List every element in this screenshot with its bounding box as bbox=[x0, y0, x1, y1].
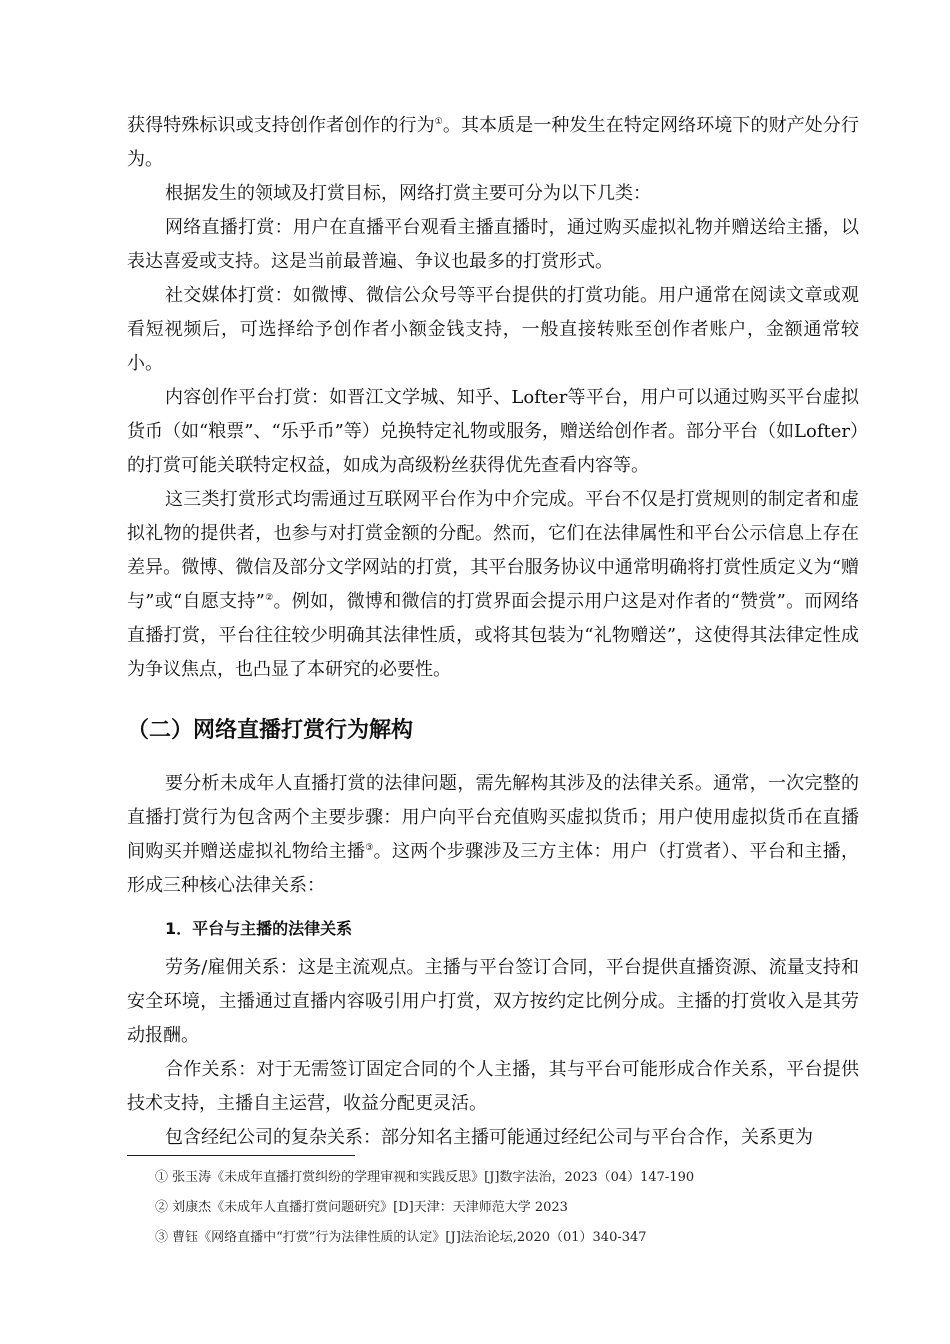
footnote-marker: ② bbox=[264, 593, 274, 603]
paragraph bbox=[127, 1053, 859, 1121]
paragraph-text: 要分析未成年人直播打赏的法律问题，需先解构其涉及的法律关系。通常，一次完整的直播打赏行为包含两个主要步骤：用户向平台充值购买虚拟货币；用户使用虚拟货币在直播间购买并赠送虚拟礼物给主播 bbox=[127, 773, 859, 862]
paragraph-text-continued: 。例如，微博和微信的打赏界面会提示用户这是对作者的“赞赏”。而网络直播打赏，平台往往较少明确其法律性质，或将其包装为“礼物赠送”，这使得其法律定性成为争议焦点，也凸显了本研究的必要性。 bbox=[127, 591, 859, 680]
paragraph-text: 网络直播打赏：用户在直播平台观看主播直播时，通过购买虚拟礼物并赠送给主播，以表达喜爱或支持。这是当前最普遍、争议也最多的打赏形式。 bbox=[127, 217, 859, 272]
paragraph-text: 包含经纪公司的复杂关系：部分知名主播可能通过经纪公司与平台合作，关系更为 bbox=[165, 1127, 813, 1148]
paragraph-text: 社交媒体打赏：如微博、微信公众号等平台提供的打赏功能。用户通常在阅读文章或观看短视频后，可选择给予创作者小额金钱支持，一般直接转账至创作者账户，金额通常较小。 bbox=[127, 285, 859, 374]
paragraph-text: 内容创作平台打赏：如晋江文学城、知乎、Lofter等平台，用户可以通过购买平台虚拟货币（如“粮票”、“乐乎币”等）兑换特定礼物或服务，赠送给创作者。部分平台（如Lofter）的打赏可能关联特定权益，如成为高级粉丝获得优先查看内容等。 bbox=[127, 387, 859, 476]
footnote: ③ 曹钰《网络直播中“打赏”行为法律性质的认定》[J]法治论坛,2020（01）340-347 bbox=[155, 1230, 647, 1245]
footnotes bbox=[155, 1163, 855, 1253]
paragraph bbox=[127, 109, 859, 177]
paragraph-text-continued: 。其本质是一种发生在特定网络环境下的财产处分行为。 bbox=[127, 115, 859, 170]
sub-heading: 1．平台与主播的法律关系 bbox=[165, 919, 353, 938]
paragraph bbox=[127, 483, 859, 687]
paragraph-text: 合作关系：对于无需签订固定合同的个人主播，其与平台可能形成合作关系，平台提供技术支持，主播自主运营，收益分配更灵活。 bbox=[127, 1059, 859, 1114]
paragraphs-mid bbox=[127, 767, 859, 903]
footnote-marker: ① bbox=[434, 117, 443, 127]
body-text bbox=[127, 109, 859, 1155]
paragraph-text: 根据发生的领域及打赏目标，网络打赏主要可分为以下几类： bbox=[165, 183, 651, 204]
footnote: ② 刘康杰《未成年人直播打赏问题研究》[D]天津：天津师范大学 2023 bbox=[155, 1200, 568, 1215]
paragraphs-top bbox=[127, 109, 859, 687]
footnote-marker: ③ bbox=[365, 843, 374, 853]
section-heading: （二）网络直播打赏行为解构 bbox=[127, 718, 414, 743]
paragraph-text: 获得特殊标识或支持创作者创作的行为 bbox=[127, 115, 435, 136]
footnote-separator bbox=[127, 1155, 355, 1156]
paragraph bbox=[127, 381, 859, 483]
paragraphs-bottom bbox=[127, 951, 859, 1155]
paragraph bbox=[127, 279, 859, 381]
paragraph bbox=[127, 767, 859, 903]
paragraph-text-continued: 。这两个步骤涉及三方主体：用户（打赏者）、平台和主播，形成三种核心法律关系： bbox=[127, 841, 860, 896]
paragraph-text: 这三类打赏形式均需通过互联网平台作为中介完成。平台不仅是打赏规则的制定者和虚拟礼物的提供者，也参与对打赏金额的分配。然而，它们在法律属性和平台公示信息上存在差异。微博、微信及部分文学网站的打赏，其平台服务协议中通常明确将打赏性质定义为“赠与”或“自愿支持” bbox=[127, 489, 859, 612]
paragraph bbox=[127, 951, 859, 1053]
paragraph bbox=[127, 1121, 859, 1155]
paragraph-text: 劳务/雇佣关系：这是主流观点。主播与平台签订合同，平台提供直播资源、流量支持和安全环境，主播通过直播内容吸引用户打赏，双方按约定比例分成。主播的打赏收入是其劳动报酬。 bbox=[127, 957, 859, 1046]
paragraph bbox=[127, 211, 859, 279]
footnote: ① 张玉涛《未成年直播打赏纠纷的学理审视和实践反思》[J]数字法治，2023（04）147-190 bbox=[155, 1170, 695, 1185]
paragraph bbox=[127, 177, 859, 211]
